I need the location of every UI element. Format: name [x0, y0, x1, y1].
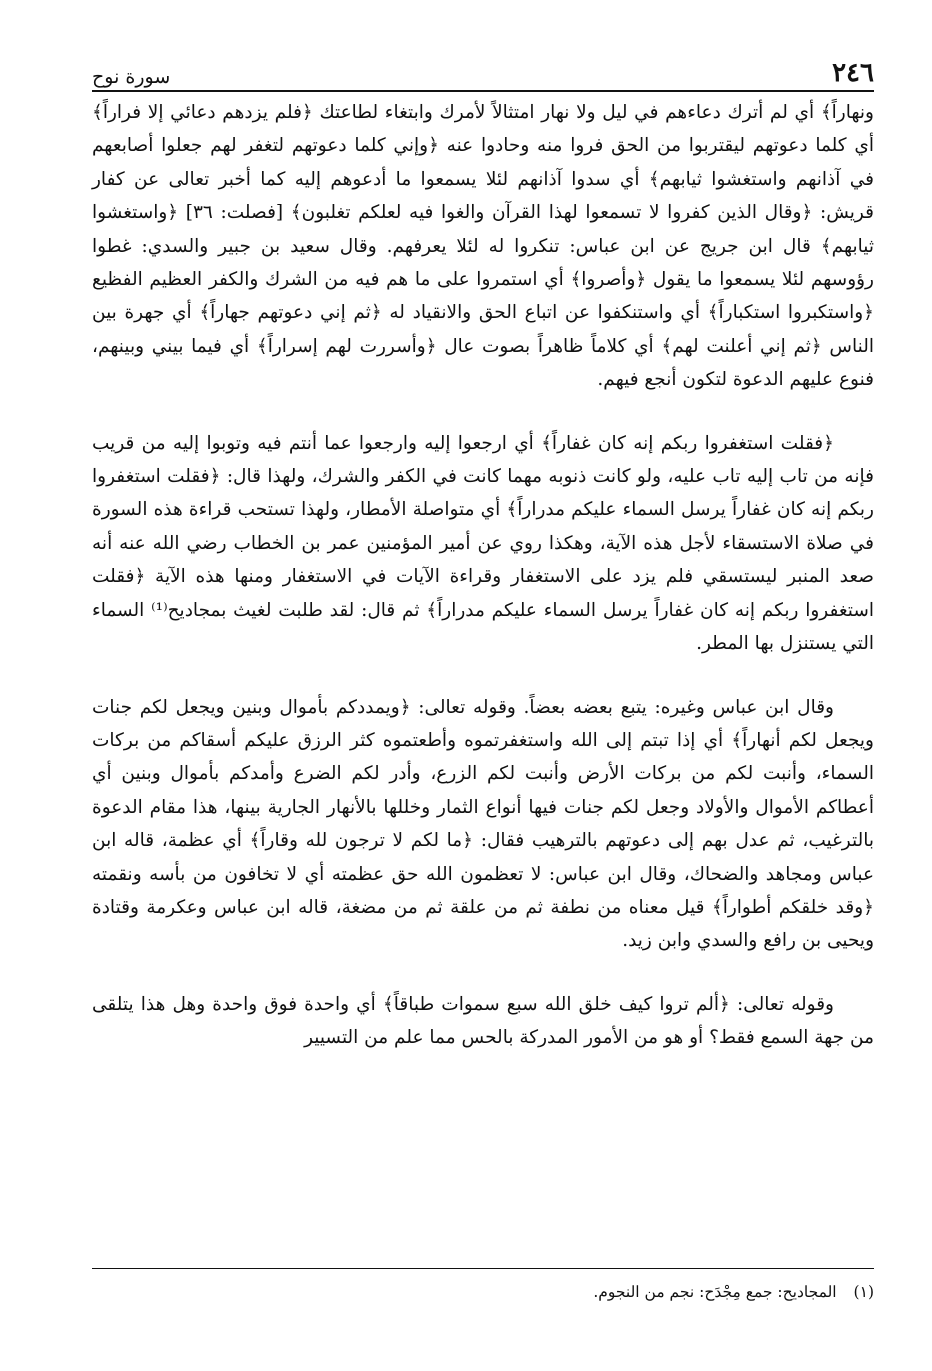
paragraph-2: ﴿فقلت استغفروا ربكم إنه كان غفاراً﴾ أي ارجعوا إليه وارجعوا عما أنتم فيه وتوبوا إليه من قريب فإنه من تاب إليه تاب عليه، ولو كانت ذنوبه مهما كانت في الكفر والشرك، ولهذا قال: ﴿فقلت استغفروا ربكم إنه كان غفاراً يرسل السماء عليكم مدراراً﴾ أي متواصلة الأمطار، ولهذا تستحب قراءة هذه السورة في صلاة الاستسقاء لأجل هذه الآية، وهكذا روي عن أمير المؤمنين عمر بن الخطاب رضي الله عنه أنه صعد المنبر ليستسقي فلم يزد على الاستغفار وقراءة الآيات في الاستغفار ومنها هذه الآية ﴿فقلت استغفروا ربكم إنه كان غفاراً يرسل السماء عليكم مدراراً﴾ ثم قال: لقد طلبت لغيث بمجاديح⁽¹⁾ السماء التي يستنزل بها المطر.	[92, 432, 874, 655]
page-number: ٢٤٦	[832, 58, 874, 88]
paragraph-3: وقال ابن عباس وغيره: يتبع بعضه بعضاً. وقوله تعالى: ﴿ويمددكم بأموال وبنين ويجعل لكم جنات ويجعل لكم أنهاراً﴾ أي إذا تبتم إلى الله واستغفرتموه وأطعتموه كثر الرزق عليكم أسقاكم من بركات السماء، وأنبت لكم من بركات الأرض وأنبت لكم الزرع، وأدر لكم الضرع وأمدكم بأموال وبنين أي أعطاكم الأموال والأولاد وجعل لكم جنات فيها أنواع الثمار وخللها بالأنهار الجارية بينها، هذا مقام الدعوة بالترغيب، ثم عدل بهم إلى دعوتهم بالترهيب فقال: ﴿ما لكم لا ترجون لله وقاراً﴾ أي عظمة، قاله ابن عباس ومجاهد والضحاك، وقال ابن عباس: لا تعظمون الله حق عظمته أي لا تخافون من بأسه ونقمته ﴿وقد خلقكم أطواراً﴾ قيل معناه من نطفة ثم من علقة ثم من مضغة، قاله ابن عباس وعكرمة وقتادة ويحيى بن رافع والسدي وابن زيد.	[92, 696, 874, 952]
paragraph-1: ونهاراً﴾ أي لم أترك دعاءهم في ليل ولا نهار امتثالاً لأمرك وابتغاء لطاعتك ﴿فلم يزدهم دعائي إلا فراراً﴾ أي كلما دعوتهم ليقتربوا من الحق فروا منه وحادوا عنه ﴿وإني كلما دعوتهم لتغفر لهم جعلوا أصابعهم في آذانهم واستغشوا ثيابهم﴾ أي سدوا آذانهم لئلا يسمعوا ما أدعوهم إليه كما أخبر تعالى عن كفار قريش: ﴿وقال الذين كفروا لا تسمعوا لهذا القرآن والغوا فيه لعلكم تغلبون﴾ [فصلت: ٣٦] ﴿واستغشوا ثيابهم﴾ قال ابن جريج عن ابن عباس: تنكروا له لئلا يعرفهم. وقال سعيد بن جبير والسدي: غطوا رؤوسهم لئلا يسمعوا ما يقول ﴿وأصروا﴾ أي استمروا على ما هم فيه من الشرك والكفر العظيم الفظيع ﴿واستكبروا استكباراً﴾ أي واستنكفوا عن اتباع الحق والانقياد له ﴿ثم إني دعوتهم جهاراً﴾ أي جهرة بين الناس ﴿ثم إني أعلنت لهم﴾ أي كلاماً ظاهراً بصوت عال ﴿وأسررت لهم إسراراً﴾ أي فيما بيني وبينهم، فنوع عليهم الدعوة لتكون أنجع فيهم.	[92, 102, 874, 391]
surah-title: سورة نوح	[92, 66, 171, 88]
header-rule	[92, 90, 874, 92]
footnote-marker: (١)	[853, 1283, 874, 1301]
paragraph-spacer	[92, 958, 874, 988]
commentary-body	[92, 96, 874, 1055]
paragraph-spacer	[92, 661, 874, 691]
paragraph-4: وقوله تعالى: ﴿ألم تروا كيف خلق الله سبع سموات طباقاً﴾ أي واحدة فوق واحدة وهل هذا يتلقى من جهة السمع فقط؟ أو هو من الأمور المدركة بالحس مما علم من التسيير	[92, 993, 874, 1049]
footnote-text: المجاديح: جمع مِجْدَح: نجم من النجوم.	[593, 1283, 837, 1301]
paragraph-spacer	[92, 397, 874, 427]
footnote	[92, 1280, 874, 1304]
footnote-rule	[92, 1268, 874, 1269]
running-header	[92, 52, 874, 88]
